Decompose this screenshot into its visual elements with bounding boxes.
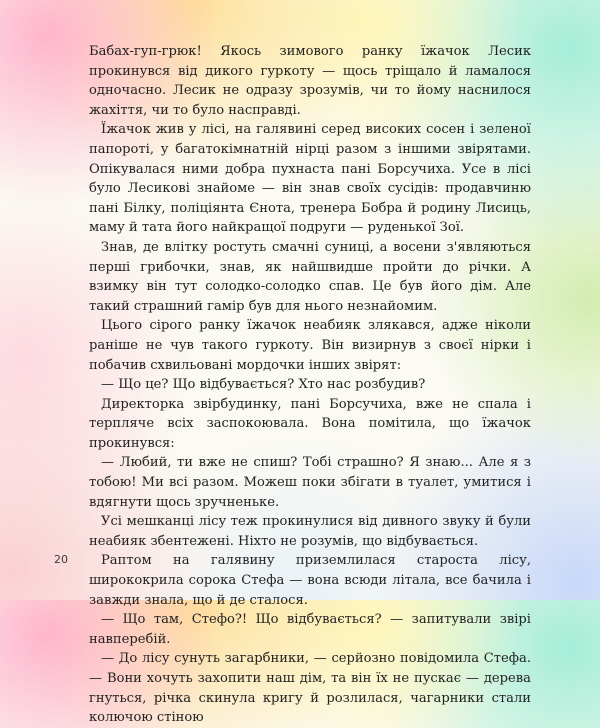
paragraph: Усі мешканці лісу теж прокинулися від дивного звуку й були неабияк збентежені. Ніхто не розумів, що відбувається.: [89, 514, 531, 549]
page-text: [89, 42, 531, 728]
paragraph: Раптом на галявину приземлилася староста лісу, ширококрила сорока Стефа — вона всюди літала, все бачила і завжди знала, що й де сталося.: [89, 553, 531, 608]
dialogue-line: — До лісу сунуть загарбники, — серйозно повідомила Стефа. — Вони хочуть захопити наш дім, та він їх не пускає — дерева гнуться, річка скинула кригу й розлилася, чагарники стали колючою стіною: [89, 651, 531, 726]
dialogue-line: — Що це? Що відбувається? Хто нас розбудив?: [101, 377, 426, 393]
dialogue-line: — Що там, Стефо?! Що відбувається? — запитували звірі навперебій.: [89, 612, 531, 647]
page-number: 20: [54, 553, 68, 566]
paragraph: Директорка звірбудинку, пані Борсучиха, вже не спала і терпляче всіх заспокоювала. Вона помітила, що їжачок прокинувся:: [89, 396, 531, 451]
paragraph: Бабах-гуп-грюк! Якось зимового ранку їжачок Лесик прокинувся від дикого гуркоту — щось тріщало й ламалося одночасно. Лесик не одразу зрозумів, чи то йому наснилося жахіття, чи то було насправді.: [89, 44, 531, 118]
dialogue-line: — Любий, ти вже не спиш? Тобі страшно? Я знаю... Але я з тобою! Ми всі разом. Можеш поки збігати в туалет, умитися і вдягнути щось зручненьке.: [89, 455, 531, 510]
paragraph: Знав, де влітку ростуть смачні суниці, а восени з'являються перші грибочки, знав, як найшвидше пройти до річки. А взимку він тут солодко-солодко спав. Це був його дім. Але такий страшний гамір був для нього незнайомим.: [89, 239, 531, 314]
paragraph: Цього сірого ранку їжачок неабияк злякався, адже ніколи раніше не чув такого гуркоту. Він визирнув з своєї нірки і побачив схвильовані мордочки інших звірят:: [89, 318, 531, 373]
paragraph: Їжачок жив у лісі, на галявині серед високих сосен і зеленої папороті, у багатокімнатній нірці разом з іншими звірятами. Опікувалася ними добра пухнаста пані Борсучиха. Усе в лісі було Лесикові знайоме — він знав своїх сусідів: продавчиню пані Білку, поліціянта Єнота, тренера Бобра й родину Лисиць, маму й тата його найкращої подруги — руденької Зої.: [89, 122, 531, 236]
